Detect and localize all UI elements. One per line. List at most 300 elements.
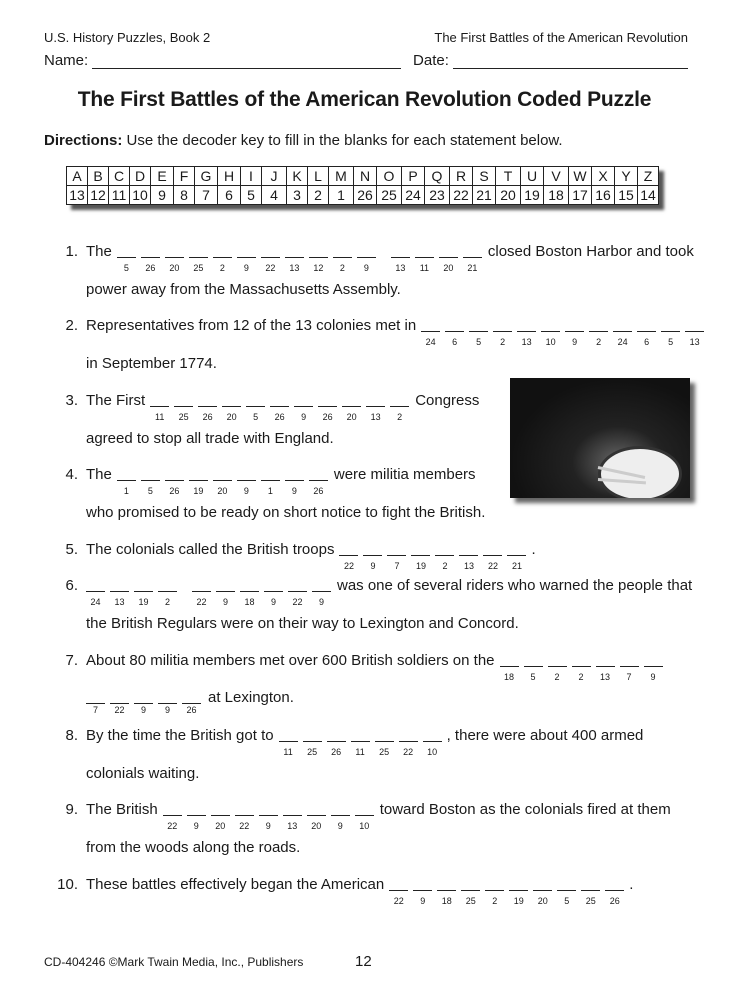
decoder-letter: V [544, 167, 569, 186]
code-number: 13 [289, 263, 300, 273]
code-number: 9 [370, 561, 376, 571]
letter-blank[interactable] [533, 876, 552, 906]
letter-blank[interactable] [524, 652, 543, 682]
code-number: 22 [343, 561, 354, 571]
letter-blank[interactable] [415, 243, 434, 273]
code-number: 9 [572, 337, 578, 347]
letter-blank[interactable] [391, 243, 410, 273]
question-number: 1. [65, 243, 78, 260]
code-number: 9 [193, 821, 199, 831]
letter-blank[interactable] [165, 466, 184, 496]
code-number: 18 [244, 597, 255, 607]
decoder-letter: W [569, 167, 592, 186]
code-number: 19 [415, 561, 426, 571]
code-number: 24 [90, 597, 101, 607]
decoder-letter: K [287, 167, 308, 186]
question-9-continued [86, 839, 300, 856]
code-number: 22 [393, 896, 404, 906]
question-text: who promised to be ready on short notice to fight the British. [86, 504, 486, 521]
letter-blank[interactable] [351, 727, 370, 757]
decoder-code: 11 [109, 186, 130, 205]
letter-blank[interactable] [331, 801, 350, 831]
code-number: 9 [301, 412, 307, 422]
letter-blank[interactable] [469, 317, 488, 347]
answer-blanks [339, 541, 531, 571]
code-number: 25 [307, 747, 318, 757]
question-4-continued [86, 504, 485, 521]
question-3 [50, 392, 480, 422]
question-text: in September 1774. [86, 355, 217, 372]
letter-blank[interactable] [192, 577, 211, 607]
letter-blank[interactable] [134, 577, 153, 607]
decoder-code: 23 [425, 186, 450, 205]
decoder-letter: H [218, 167, 241, 186]
letter-blank[interactable] [565, 317, 584, 347]
decoder-letter: X [592, 167, 615, 186]
code-number: 2 [492, 896, 498, 906]
letter-blank[interactable] [327, 727, 346, 757]
letter-blank[interactable] [685, 317, 704, 347]
letter-blank[interactable] [187, 801, 206, 831]
code-number: 11 [355, 747, 365, 757]
letter-blank[interactable] [237, 243, 256, 273]
letter-blank[interactable] [318, 392, 337, 422]
letter-blank[interactable] [117, 466, 136, 496]
question-number: 3. [65, 392, 78, 409]
code-number: 5 [147, 486, 153, 496]
answer-blanks [500, 652, 668, 682]
decoder-letter: Z [638, 167, 659, 186]
drummer-photo [510, 378, 690, 498]
question-7 [50, 652, 668, 682]
decoder-code: 18 [544, 186, 569, 205]
letter-blank[interactable] [174, 392, 193, 422]
question-7-continued [86, 689, 294, 715]
letter-blank[interactable] [213, 243, 232, 273]
letter-blank[interactable] [141, 466, 160, 496]
question-4 [50, 466, 476, 496]
letter-blank[interactable] [389, 876, 408, 906]
question-number: 2. [65, 317, 78, 334]
code-number: 13 [689, 337, 700, 347]
code-number: 20 [226, 412, 237, 422]
decoder-code: 17 [569, 186, 592, 205]
letter-blank[interactable] [110, 577, 129, 607]
question-text: The [86, 466, 112, 483]
question-text: , there were about 400 armed [446, 727, 644, 744]
answer-blanks [150, 392, 414, 422]
letter-blank[interactable] [637, 317, 656, 347]
letter-blank[interactable] [342, 392, 361, 422]
code-number: 22 [403, 747, 414, 757]
letter-blank[interactable] [445, 317, 464, 347]
code-number: 26 [322, 412, 333, 422]
code-number: 13 [287, 821, 298, 831]
letter-blank[interactable] [86, 577, 105, 607]
letter-blank[interactable] [283, 801, 302, 831]
code-number: 26 [145, 263, 156, 273]
code-number: 22 [292, 597, 303, 607]
question-text: The First [86, 392, 146, 409]
code-number: 6 [644, 337, 650, 347]
letter-blank[interactable] [259, 801, 278, 831]
letter-blank[interactable] [261, 466, 280, 496]
code-number: 9 [650, 672, 656, 682]
decoder-code: 25 [377, 186, 402, 205]
letter-blank[interactable] [517, 317, 536, 347]
code-number: 25 [465, 896, 476, 906]
question-text: The colonials called the British troops [86, 541, 335, 558]
question-2 [50, 317, 709, 347]
letter-blank[interactable] [355, 801, 374, 831]
answer-blanks [279, 727, 447, 757]
letter-blank[interactable] [307, 801, 326, 831]
decoder-letter: A [67, 167, 88, 186]
code-number: 9 [420, 896, 426, 906]
directions [44, 132, 563, 149]
letter-blank[interactable] [270, 392, 289, 422]
date-field[interactable] [453, 54, 688, 69]
letter-blank[interactable] [463, 243, 482, 273]
question-number: 5. [65, 541, 78, 558]
code-number: 13 [114, 597, 125, 607]
code-number: 2 [554, 672, 560, 682]
decoder-code: 9 [151, 186, 174, 205]
question-8 [50, 727, 644, 757]
decoder-code: 19 [521, 186, 544, 205]
letter-blank[interactable] [189, 243, 208, 273]
decoder-letter: E [151, 167, 174, 186]
code-number: 9 [140, 705, 146, 715]
letter-blank[interactable] [141, 243, 160, 273]
code-number: 11 [155, 412, 165, 422]
answer-blanks [86, 689, 206, 715]
code-number: 26 [169, 486, 180, 496]
code-number: 10 [545, 337, 556, 347]
letter-blank[interactable] [240, 577, 259, 607]
letter-blank[interactable] [375, 727, 394, 757]
letter-blank[interactable] [509, 876, 528, 906]
decoder-letter: C [109, 167, 130, 186]
word-gap [182, 577, 192, 592]
code-number: 9 [164, 705, 170, 715]
question-text: By the time the British got to [86, 727, 274, 744]
letter-blank[interactable] [423, 727, 442, 757]
question-text: colonials waiting. [86, 765, 200, 782]
question-text: These battles effectively began the American [86, 876, 385, 893]
code-number: 26 [313, 486, 324, 496]
letter-blank[interactable] [581, 876, 600, 906]
letter-blank[interactable] [605, 876, 624, 906]
question-2-continued [86, 355, 217, 372]
decoder-letter: P [402, 167, 425, 186]
letter-blank[interactable] [163, 801, 182, 831]
letter-blank[interactable] [285, 466, 304, 496]
code-number: 11 [419, 263, 430, 273]
code-number: 5 [530, 672, 536, 682]
letter-blank[interactable] [620, 652, 639, 682]
question-text: from the woods along the roads. [86, 839, 301, 856]
question-6 [50, 577, 693, 607]
decoder-letter: O [377, 167, 402, 186]
question-text: were militia members [333, 466, 476, 483]
code-number: 9 [318, 597, 324, 607]
decoder-letter: Y [615, 167, 638, 186]
decoder-code: 6 [218, 186, 241, 205]
letter-blank[interactable] [303, 727, 322, 757]
decoder-code: 20 [496, 186, 521, 205]
letter-blank[interactable] [613, 317, 632, 347]
letter-blank[interactable] [437, 876, 456, 906]
code-number: 18 [504, 672, 515, 682]
letter-blank[interactable] [485, 876, 504, 906]
letter-blank[interactable] [596, 652, 615, 682]
decoder-code: 4 [262, 186, 287, 205]
letter-blank[interactable] [493, 317, 512, 347]
letter-blank[interactable] [387, 541, 406, 571]
letter-blank[interactable] [661, 317, 680, 347]
letter-blank[interactable] [294, 392, 313, 422]
letter-blank[interactable] [363, 541, 382, 571]
answer-blanks [117, 466, 333, 496]
code-number: 25 [379, 747, 390, 757]
letter-blank[interactable] [399, 727, 418, 757]
letter-blank[interactable] [357, 243, 376, 273]
question-text: The British [86, 801, 158, 818]
letter-blank[interactable] [459, 541, 478, 571]
letter-blank[interactable] [507, 541, 526, 571]
letter-blank[interactable] [198, 392, 217, 422]
code-number: 7 [626, 672, 632, 682]
code-number: 7 [394, 561, 400, 571]
letter-blank[interactable] [279, 727, 298, 757]
decoder-letter: D [130, 167, 151, 186]
code-number: 13 [463, 561, 474, 571]
letter-blank[interactable] [366, 392, 385, 422]
answer-blanks [389, 876, 629, 906]
code-number: 20 [169, 263, 180, 273]
question-text: Representatives from 12 of the 13 colonies met in [86, 317, 417, 334]
letter-blank[interactable] [413, 876, 432, 906]
letter-blank[interactable] [158, 577, 177, 607]
code-number: 13 [395, 263, 406, 273]
letter-blank[interactable] [500, 652, 519, 682]
decoder-letter: J [262, 167, 287, 186]
question-9 [50, 801, 671, 831]
code-number: 26 [274, 412, 285, 422]
decoder-code: 2 [308, 186, 329, 205]
letter-blank[interactable] [117, 243, 136, 273]
code-number: 22 [239, 821, 250, 831]
code-number: 5 [668, 337, 674, 347]
decoder-letters-row [67, 167, 659, 186]
decoder-letter: M [329, 167, 354, 186]
letter-blank[interactable] [213, 466, 232, 496]
question-text: The [86, 243, 112, 260]
decoder-key [66, 166, 659, 205]
letter-blank[interactable] [312, 577, 331, 607]
letter-blank[interactable] [435, 541, 454, 571]
letter-blank[interactable] [333, 243, 352, 273]
decoder-letter: N [354, 167, 377, 186]
book-title: U.S. History Puzzles, Book 2 [44, 30, 211, 45]
code-number: 2 [596, 337, 602, 347]
letter-blank[interactable] [288, 577, 307, 607]
letter-blank[interactable] [86, 689, 105, 715]
code-number: 9 [363, 263, 369, 273]
letter-blank[interactable] [309, 466, 328, 496]
question-8-continued [86, 765, 199, 782]
letter-blank[interactable] [261, 243, 280, 273]
question-1 [50, 243, 694, 273]
letter-blank[interactable] [541, 317, 560, 347]
page-title: The First Battles of the American Revolution Coded Puzzle [77, 88, 652, 111]
decoder-letter: U [521, 167, 544, 186]
question-number: 10. [57, 876, 78, 893]
code-number: 19 [193, 486, 204, 496]
code-number: 9 [222, 597, 228, 607]
question-text: closed Boston Harbor and took [487, 243, 694, 260]
question-text: . [629, 876, 634, 893]
decoder-code: 21 [473, 186, 496, 205]
letter-blank[interactable] [411, 541, 430, 571]
letter-blank[interactable] [557, 876, 576, 906]
question-5 [50, 541, 536, 571]
decoder-code: 22 [450, 186, 473, 205]
code-number: 9 [243, 263, 249, 273]
publisher-footer: CD-404246 ©Mark Twain Media, Inc., Publishers [44, 955, 304, 969]
letter-blank[interactable] [165, 243, 184, 273]
code-number: 19 [138, 597, 149, 607]
code-number: 25 [193, 263, 204, 273]
code-number: 2 [578, 672, 584, 682]
topic-title: The First Battles of the American Revolution [434, 30, 688, 45]
letter-blank[interactable] [572, 652, 591, 682]
letter-blank[interactable] [246, 392, 265, 422]
question-text: the British Regulars were on their way to Lexington and Concord. [86, 615, 519, 632]
code-number: 26 [186, 705, 197, 715]
letter-blank[interactable] [189, 466, 208, 496]
code-number: 19 [513, 896, 524, 906]
letter-blank[interactable] [390, 392, 409, 422]
question-text: was one of several riders who warned the people that [337, 577, 693, 594]
letter-blank[interactable] [222, 392, 241, 422]
code-number: 6 [452, 337, 458, 347]
code-number: 26 [331, 747, 342, 757]
code-number: 9 [270, 597, 276, 607]
letter-blank[interactable] [339, 541, 358, 571]
directions-label: Directions: [44, 132, 123, 149]
code-number: 7 [92, 705, 98, 715]
decoder-letter: S [473, 167, 496, 186]
code-number: 2 [500, 337, 506, 347]
letter-blank[interactable] [216, 577, 235, 607]
decoder-code: 10 [130, 186, 151, 205]
code-number: 13 [370, 412, 381, 422]
code-number: 5 [564, 896, 570, 906]
code-number: 22 [167, 821, 178, 831]
code-number: 24 [617, 337, 628, 347]
code-number: 20 [217, 486, 228, 496]
decoder-code: 7 [195, 186, 218, 205]
code-number: 12 [313, 263, 324, 273]
code-number: 5 [253, 412, 259, 422]
decoder-code: 15 [615, 186, 638, 205]
question-text: About 80 militia members met over 600 British soldiers on the [86, 652, 495, 669]
question-number: 8. [65, 727, 78, 744]
code-number: 21 [467, 263, 478, 273]
code-number: 11 [283, 747, 293, 757]
date-label: Date: [413, 52, 449, 69]
name-field[interactable] [92, 54, 401, 69]
question-10 [50, 876, 634, 906]
letter-blank[interactable] [237, 466, 256, 496]
code-number: 26 [609, 896, 620, 906]
decoder-code: 14 [638, 186, 659, 205]
question-3-continued [86, 430, 334, 447]
drum-shape [598, 446, 682, 498]
question-number: 4. [65, 466, 78, 483]
decoder-code: 16 [592, 186, 615, 205]
name-label: Name: [44, 52, 89, 69]
decoder-letter: Q [425, 167, 450, 186]
code-number: 9 [265, 821, 271, 831]
letter-blank[interactable] [264, 577, 283, 607]
question-number: 6. [65, 577, 78, 594]
letter-blank[interactable] [150, 392, 169, 422]
letter-blank[interactable] [110, 689, 129, 715]
letter-blank[interactable] [589, 317, 608, 347]
letter-blank[interactable] [285, 243, 304, 273]
letter-blank[interactable] [461, 876, 480, 906]
letter-blank[interactable] [309, 243, 328, 273]
question-6-continued [86, 615, 519, 632]
letter-blank[interactable] [439, 243, 458, 273]
question-text: Congress [415, 392, 480, 409]
answer-blanks [421, 317, 709, 347]
letter-blank[interactable] [182, 689, 201, 715]
code-number: 2 [164, 597, 170, 607]
decoder-code: 3 [287, 186, 308, 205]
code-number: 1 [123, 486, 129, 496]
letter-blank[interactable] [211, 801, 230, 831]
code-number: 22 [487, 561, 498, 571]
decoder-letter: L [308, 167, 329, 186]
decoder-letter: F [174, 167, 195, 186]
code-number: 22 [265, 263, 276, 273]
letter-blank[interactable] [483, 541, 502, 571]
question-text: agreed to stop all trade with England. [86, 430, 334, 447]
decoder-letter: G [195, 167, 218, 186]
code-number: 24 [425, 337, 436, 347]
code-number: 22 [196, 597, 207, 607]
code-number: 18 [441, 896, 452, 906]
decoder-code: 26 [354, 186, 377, 205]
word-gap [381, 243, 391, 258]
letter-blank[interactable] [421, 317, 440, 347]
decoder-code: 24 [402, 186, 425, 205]
code-number: 20 [443, 263, 454, 273]
letter-blank[interactable] [235, 801, 254, 831]
code-number: 25 [178, 412, 189, 422]
code-number: 5 [476, 337, 482, 347]
letter-blank[interactable] [134, 689, 153, 715]
letter-blank[interactable] [644, 652, 663, 682]
answer-blanks [163, 801, 379, 831]
code-number: 20 [346, 412, 357, 422]
letter-blank[interactable] [158, 689, 177, 715]
letter-blank[interactable] [548, 652, 567, 682]
